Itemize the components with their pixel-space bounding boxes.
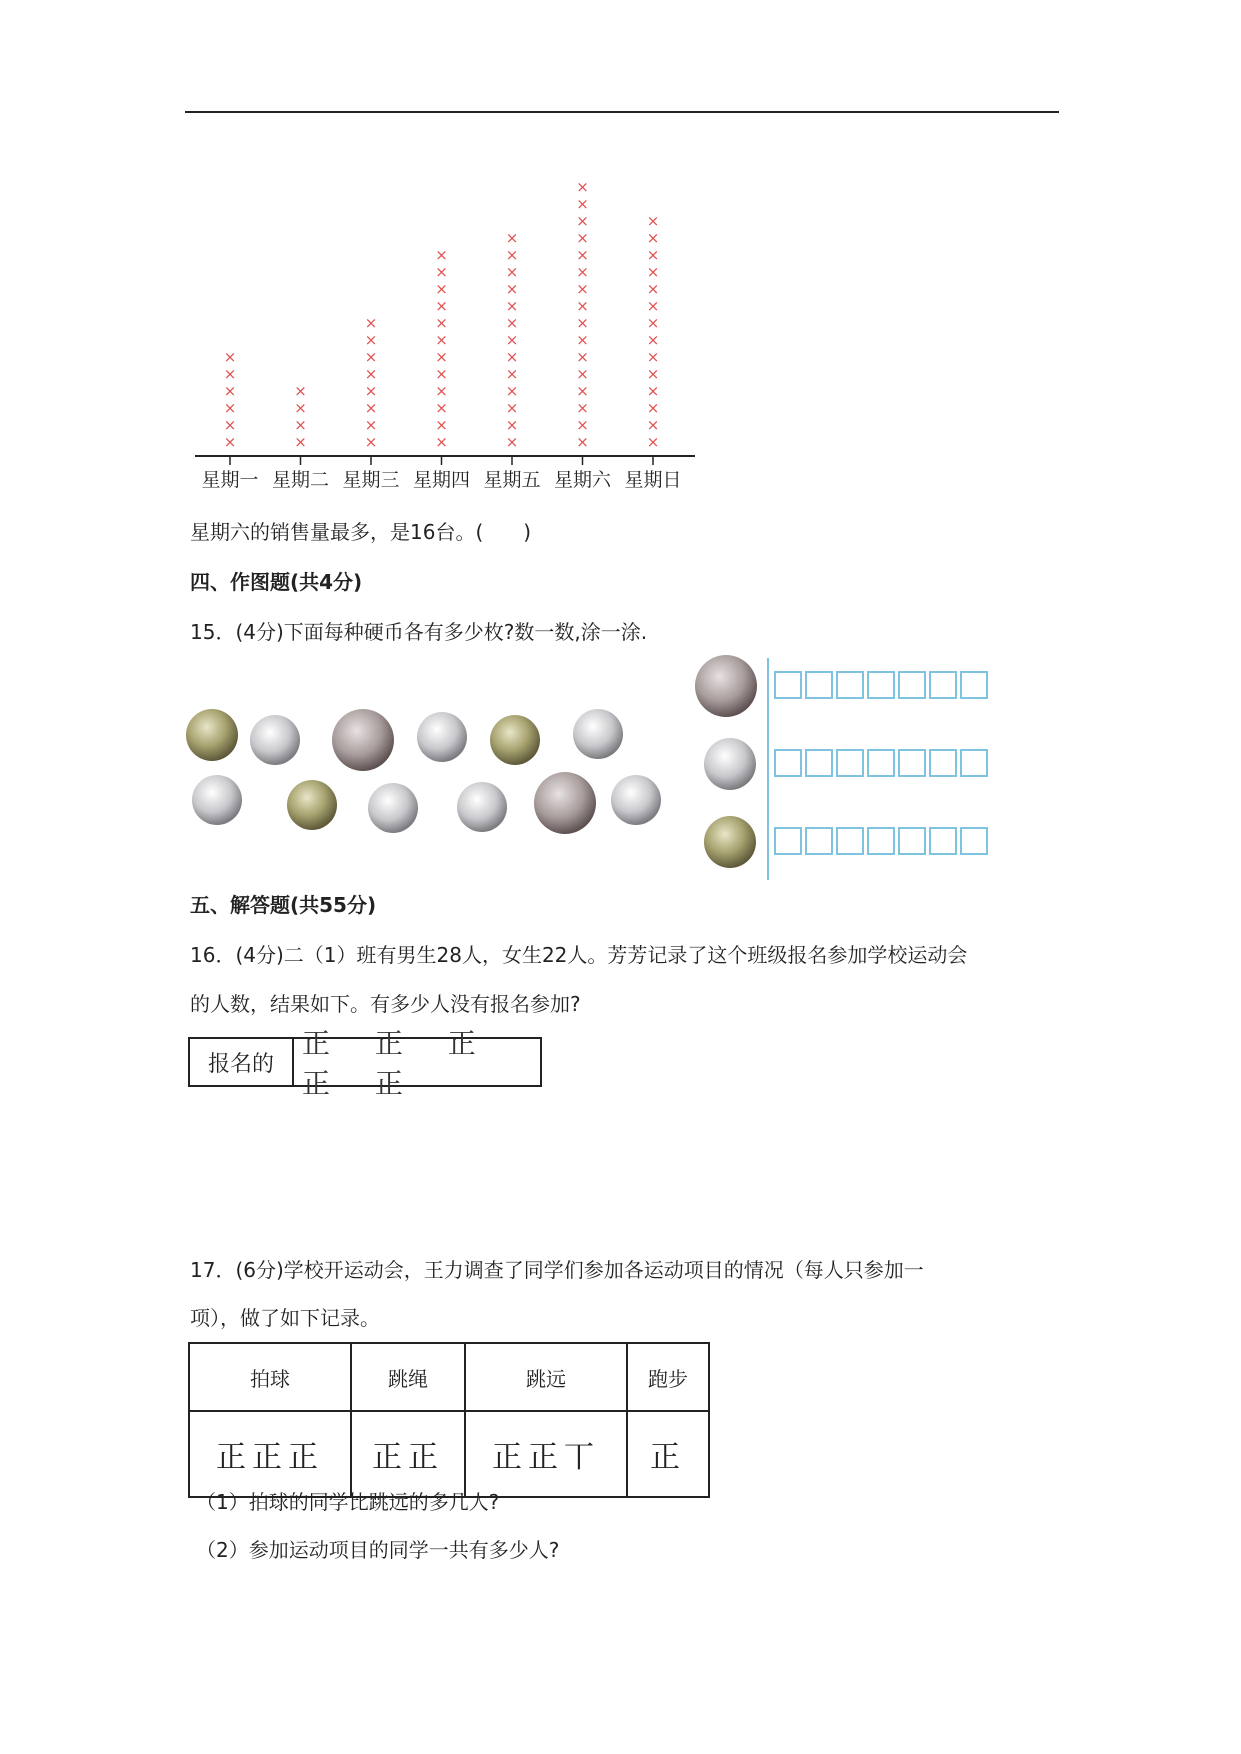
tally-mark: × (435, 314, 448, 332)
boxes-row-1jiao[interactable] (774, 749, 991, 777)
tally-mark: × (435, 280, 448, 298)
color-box[interactable] (774, 827, 802, 855)
tally-mark: × (576, 297, 589, 315)
tally-mark: × (435, 365, 448, 383)
tally-mark: × (364, 331, 378, 349)
color-box[interactable] (805, 827, 833, 855)
color-box[interactable] (805, 671, 833, 699)
color-box[interactable] (960, 827, 988, 855)
color-box[interactable] (805, 749, 833, 777)
color-box[interactable] (836, 749, 864, 777)
color-box[interactable] (898, 827, 926, 855)
header-paobu: 跑步 (627, 1343, 709, 1411)
color-box[interactable] (867, 671, 895, 699)
tally-mark: × (505, 229, 519, 247)
q17-sub1: （1）拍球的同学比跳远的多几人? (196, 1490, 500, 1514)
tally-mark: × (505, 331, 519, 349)
section5-title: 五、解答题(共55分) (190, 893, 377, 917)
tally-mark: × (223, 433, 237, 451)
q16-tally-table (188, 1027, 542, 1100)
tally-mark: × (223, 365, 237, 383)
tally-mark: × (505, 365, 519, 383)
bar-column (294, 382, 307, 451)
tally-mark: × (576, 314, 589, 332)
x-tick-label: 星期四 (412, 469, 471, 491)
tally-mark: × (505, 382, 519, 400)
tally-mark: × (576, 348, 589, 366)
coin-legend-icons (692, 652, 762, 882)
tally-mark: × (576, 178, 589, 196)
tally-mark: × (435, 246, 448, 264)
sales-tally-chart (190, 160, 710, 495)
q14-statement: 星期六的销售量最多，是16台。( ) (190, 520, 532, 544)
color-box[interactable] (929, 671, 957, 699)
bar-column (647, 212, 660, 451)
tally-mark: × (294, 399, 307, 417)
tally-mark: × (646, 297, 660, 315)
tally-mark: × (646, 229, 660, 247)
header-tiaoyuan: 跳远 (465, 1343, 627, 1411)
tally-mark: × (435, 331, 448, 349)
tally-mark: × (646, 416, 660, 434)
tally-mark: × (576, 246, 589, 264)
tally-mark: × (505, 263, 519, 281)
tally-mark: × (576, 212, 589, 230)
tally-mark: × (435, 399, 448, 417)
tally-tiaoyuan: 正正丅 (465, 1411, 627, 1497)
tally-mark: × (505, 399, 519, 417)
tally-mark: × (576, 331, 589, 349)
q15-text: 15．(4分)下面每种硬币各有多少枚?数一数,涂一涂. (190, 620, 648, 644)
color-box[interactable] (867, 749, 895, 777)
tally-tiaosheng: 正正 (351, 1411, 465, 1497)
color-box[interactable] (836, 671, 864, 699)
tally-mark: × (435, 416, 448, 434)
boxes-row-1yuan[interactable] (774, 671, 991, 699)
tally-mark: × (646, 348, 660, 366)
x-tick-label: 星期五 (483, 469, 541, 491)
coin-1jiao-icon (611, 775, 661, 825)
tally-mark: × (435, 263, 448, 281)
tally-mark: × (223, 382, 237, 400)
boxes-row-5jiao[interactable] (774, 827, 991, 855)
tally-mark: × (576, 382, 589, 400)
q17-line2: 项），做了如下记录。 (190, 1306, 380, 1330)
header-rule (185, 111, 1059, 113)
tally-mark: × (223, 348, 237, 366)
tally-mark: × (576, 195, 589, 213)
bar-column (224, 348, 237, 451)
tally-mark: × (646, 365, 660, 383)
tally-mark: × (364, 348, 378, 366)
x-tick-label: 星期二 (271, 469, 330, 491)
color-box[interactable] (867, 827, 895, 855)
tally-mark: × (435, 382, 448, 400)
coin-1yuan-icon (534, 772, 596, 834)
tally-mark: × (223, 399, 237, 417)
bar-column (435, 246, 448, 451)
q16-line1: 16．(4分)二（1）班有男生28人，女生22人。芳芳记录了这个班级报名参加学校运动会 (190, 943, 968, 967)
tally-mark: × (505, 280, 519, 298)
tally-mark: × (576, 280, 589, 298)
coin-collection (180, 700, 680, 840)
q17-sub2: （2）参加运动项目的同学一共有多少人? (196, 1538, 560, 1562)
tally-mark: × (576, 416, 589, 434)
tally-mark: × (576, 365, 589, 383)
q16-line2: 的人数，结果如下。有多少人没有报名参加? (190, 992, 581, 1016)
tally-mark: × (223, 416, 237, 434)
tally-mark: × (364, 314, 378, 332)
coin-5jiao-icon (186, 709, 238, 761)
color-box[interactable] (898, 749, 926, 777)
tally-mark: × (646, 314, 660, 332)
tally-mark: × (294, 416, 307, 434)
tally-mark: × (364, 416, 378, 434)
color-box[interactable] (960, 671, 988, 699)
color-box[interactable] (774, 749, 802, 777)
coin-5jiao-icon (704, 816, 756, 868)
tally-mark: × (646, 280, 660, 298)
tally-mark: × (435, 433, 448, 451)
header-tiaosheng: 跳绳 (351, 1343, 465, 1411)
coin-1yuan-icon (695, 655, 757, 717)
bar-column (365, 314, 378, 451)
coin-1yuan-icon (332, 709, 394, 771)
tally-mark: × (576, 263, 589, 281)
tally-mark: × (576, 399, 589, 417)
tally-mark: × (646, 399, 660, 417)
coin-1jiao-icon (704, 738, 756, 790)
x-tick-label: 星期日 (624, 469, 682, 491)
tally-mark: × (646, 263, 660, 281)
tally-mark: × (505, 348, 519, 366)
tally-mark: × (646, 382, 660, 400)
tally-paobu: 正 (627, 1411, 709, 1497)
section4-title: 四、作图题(共4分) (190, 570, 363, 594)
legend-divider (767, 658, 769, 880)
coin-1jiao-icon (250, 715, 300, 765)
color-box[interactable] (960, 749, 988, 777)
tally-marks: 正 正 正 正 正 (302, 1027, 494, 1100)
tally-mark: × (505, 433, 519, 451)
bar-column (576, 178, 589, 451)
coin-1jiao-icon (457, 782, 507, 832)
q17-line1: 17．(6分)学校开运动会，王力调查了同学们参加各运动项目的情况（每人只参加一 (190, 1258, 924, 1282)
tally-mark: × (435, 297, 448, 315)
tally-mark: × (364, 382, 378, 400)
tally-mark: × (364, 433, 378, 451)
color-box[interactable] (836, 827, 864, 855)
bar-column (506, 229, 519, 451)
tally-mark: × (646, 433, 660, 451)
tally-mark: × (364, 399, 378, 417)
tally-paiqiu: 正正正 (189, 1411, 351, 1497)
color-box[interactable] (774, 671, 802, 699)
coin-5jiao-icon (287, 780, 337, 830)
x-tick-label: 星期一 (201, 469, 259, 491)
tally-mark: × (505, 297, 519, 315)
x-tick-label: 星期六 (553, 469, 612, 491)
tally-mark: × (646, 246, 660, 264)
coin-1jiao-icon (192, 775, 242, 825)
tally-mark: × (505, 246, 519, 264)
header-paiqiu: 拍球 (189, 1343, 351, 1411)
color-box[interactable] (929, 827, 957, 855)
tally-label: 报名的 (190, 1039, 294, 1085)
color-box[interactable] (898, 671, 926, 699)
tally-mark: × (646, 331, 660, 349)
coin-1jiao-icon (417, 712, 467, 762)
tally-mark: × (505, 416, 519, 434)
q17-sports-table (188, 1342, 710, 1498)
tally-mark: × (505, 314, 519, 332)
tally-mark: × (576, 433, 589, 451)
tally-mark: × (294, 433, 307, 451)
coin-1jiao-icon (368, 783, 418, 833)
coin-5jiao-icon (490, 715, 540, 765)
x-tick-label: 星期三 (342, 469, 400, 491)
tally-mark: × (435, 348, 448, 366)
color-box[interactable] (929, 749, 957, 777)
tally-mark: × (576, 229, 589, 247)
tally-mark: × (294, 382, 307, 400)
tally-mark: × (364, 365, 378, 383)
coin-1jiao-icon (573, 709, 623, 759)
tally-mark: × (646, 212, 660, 230)
